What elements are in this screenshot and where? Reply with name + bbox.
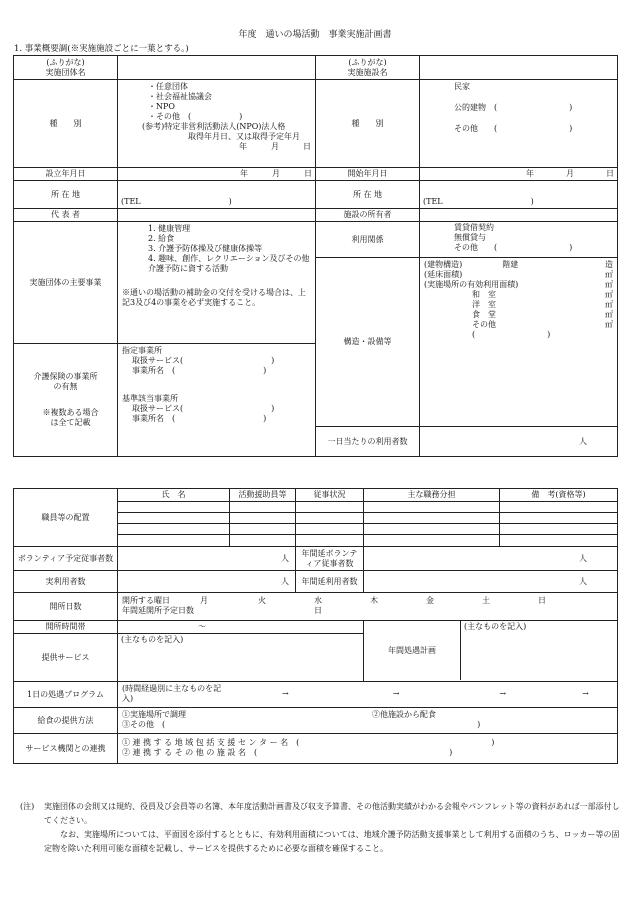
link-item-1[interactable]: ① 連 携 す る 地 域 包 括 支 援 セ ン タ ー 名 ( ) xyxy=(122,738,495,747)
designated-service[interactable]: 取扱サービス( ) xyxy=(132,356,275,365)
facility-type-option[interactable]: 民家 xyxy=(454,82,470,91)
use-option[interactable]: その他 ( ) xyxy=(454,243,573,252)
weekday-wed[interactable]: 水 xyxy=(314,596,322,605)
annual-days-row: 年間延開所予定日数 日 xyxy=(122,606,322,615)
annual-plan-label: 年間処遇計画 xyxy=(364,621,461,680)
care-insurance-field[interactable] xyxy=(118,344,316,457)
annual-users-label: 年間延利用者数 xyxy=(296,571,364,593)
org-type-option[interactable]: ・社会福祉協議会 xyxy=(148,92,212,101)
org-name-field[interactable] xyxy=(118,56,316,80)
link-field[interactable] xyxy=(118,734,618,764)
open-days-label: 開所日数 xyxy=(14,593,118,621)
main-business-item: 3. 介護予防体操及び健康体操等 xyxy=(148,244,263,253)
program-field[interactable] xyxy=(118,682,618,708)
facility-address-field[interactable] xyxy=(420,181,618,209)
main-business-label: 実施団体の主要事業 xyxy=(14,222,118,344)
link-item-2[interactable]: ② 連 携 す る そ の 他 の 施 設 名 ( ) xyxy=(122,748,453,757)
annual-volunteer-field[interactable]: 人 xyxy=(364,547,618,571)
staff-header-note: 備 考(資格等) xyxy=(500,489,618,502)
open-days-field[interactable] xyxy=(118,593,618,621)
room-row: 洋 室 ㎡ xyxy=(472,300,613,309)
org-type-option[interactable]: ・その他 ( ) xyxy=(148,112,243,121)
room-other-paren: ( ) xyxy=(472,330,551,339)
standard-office: 基準該当事業所 xyxy=(122,394,178,403)
annual-plan-field[interactable] xyxy=(364,621,618,682)
staff-header-name: 氏 名 xyxy=(118,489,230,502)
main-business-item: 1. 健康管理 xyxy=(148,224,191,233)
use-option[interactable]: 無償貸与 xyxy=(454,233,486,242)
weekday-tue[interactable]: 火 xyxy=(258,596,266,605)
volunteer-label: ボランティア予定従事者数 xyxy=(14,547,118,571)
weekday-thu[interactable]: 木 xyxy=(370,596,378,605)
use-relation-label: 利用関係 xyxy=(316,222,420,258)
link-label: サービス機関との連携 xyxy=(14,734,118,764)
floor-area-row: (延床面積) ㎡ xyxy=(424,270,613,279)
annual-plan-note: (主なものを記入) xyxy=(464,622,527,631)
org-type-option[interactable]: ・任意団体 xyxy=(148,82,188,91)
org-name-label: (ふりがな) 実施団体名 xyxy=(14,56,118,80)
org-tel: (TEL ) xyxy=(121,197,232,206)
facility-type-option[interactable]: その他 ( ) xyxy=(454,124,573,133)
note-text-1: 実施団体の会則又は規約、役員及び会員等の名簿、本年度活動計画書及び収支予算書、その他活動実績がわかる会報やパンフレット等の資料があれば一部添付してください。 xyxy=(44,802,620,825)
meal-option-1[interactable]: ①実施場所で調理 xyxy=(122,710,186,719)
room-row: 和 室 ㎡ xyxy=(472,290,613,299)
program-arrow: → xyxy=(499,689,507,698)
main-business-item: 2. 給食 xyxy=(148,234,175,243)
main-business-field[interactable] xyxy=(118,222,316,344)
staff-header-role: 活動援助員等 xyxy=(230,489,296,502)
representative-field[interactable] xyxy=(118,209,316,222)
facility-tel: (TEL ) xyxy=(423,197,534,206)
room-row: その他 ㎡ xyxy=(472,320,613,329)
overview-table xyxy=(13,55,618,457)
section-heading: 1. 事業概要調(※実施施設ごとに一葉とする。) xyxy=(14,44,189,54)
annual-users-field[interactable]: 人 xyxy=(364,571,618,593)
representative-label: 代 表 者 xyxy=(14,209,118,222)
established-label: 設立年月日 xyxy=(14,168,118,181)
staff-header-duty: 主な職務分担 xyxy=(364,489,500,502)
org-type-field[interactable] xyxy=(118,80,316,168)
room-row: 食 堂 ㎡ xyxy=(472,310,613,319)
use-relation-field[interactable] xyxy=(420,222,618,258)
designated-office: 指定事業所 xyxy=(122,346,162,355)
daily-users-label: 一日当たりの利用者数 xyxy=(316,427,420,457)
open-hours-field[interactable]: 〜 xyxy=(118,621,364,634)
use-option[interactable]: 賃貸借契約 xyxy=(454,223,494,232)
services-label: 提供サービス xyxy=(14,634,118,682)
owner-label: 施設の所有者 xyxy=(316,209,420,222)
structure-row: (建物構造) 階建 造 xyxy=(424,260,613,269)
program-label: 1日の処遇プログラム xyxy=(14,682,118,708)
main-business-item: 4. 趣味、創作、レクリエーション及びその他介護予防に資する活動 xyxy=(148,254,310,273)
program-note: (時間経過別に主なものを記入) xyxy=(122,684,222,703)
facility-name-field[interactable] xyxy=(420,56,618,80)
npo-date-note: 取得年月日、又は取得予定年月 xyxy=(188,132,300,141)
note-mark: (注) xyxy=(20,802,35,811)
main-business-note: ※通いの場活動の補助金の交付を受ける場合は、上記3及び4の事業を必ず実施すること。 xyxy=(122,288,306,307)
meal-label: 給食の提供方法 xyxy=(14,708,118,734)
weekday-mon[interactable]: 月 xyxy=(200,596,208,605)
org-type-label: 種 別 xyxy=(14,80,118,168)
weekday-row: 開所する曜日 月 火 水 木 金 土 日 xyxy=(122,596,546,605)
program-arrow: → xyxy=(282,689,289,698)
page-title: 年度 通いの場活動 事業実施計画書 xyxy=(238,30,392,40)
start-date-field[interactable]: 年 月 日 xyxy=(420,168,618,181)
org-address-field[interactable] xyxy=(118,181,316,209)
facility-address-label: 所 在 地 xyxy=(316,181,420,209)
structure-field[interactable] xyxy=(420,258,618,427)
users-label: 実利用者数 xyxy=(14,571,118,593)
staff-label: 職員等の配置 xyxy=(14,489,118,547)
npo-date-field[interactable]: 年 月 日 xyxy=(239,142,311,151)
facility-type-field[interactable] xyxy=(420,80,618,168)
weekday-sun[interactable]: 日 xyxy=(538,596,546,605)
org-address-label: 所 在 地 xyxy=(14,181,118,209)
volunteer-field[interactable]: 人 xyxy=(118,547,296,571)
owner-field[interactable] xyxy=(420,209,618,222)
program-arrow: → xyxy=(392,689,400,698)
structure-label: 構造・設備等 xyxy=(316,258,420,427)
note-text-2: なお、実施場所については、平面図を添付するとともに、有効利用面積については、地域介護予防活動支援事業として利用する面積のうち、ロッカー等の固定物を除いた利用可能な面積を記載し、サービスを提供するために必要な面積を確保すること。 xyxy=(44,830,620,853)
details-table xyxy=(13,488,618,764)
start-date-label: 開始年月日 xyxy=(316,168,420,181)
meal-field[interactable] xyxy=(118,708,618,734)
designated-office-name[interactable]: 事業所名 ( ) xyxy=(132,366,267,375)
staff-header-status: 従事状況 xyxy=(296,489,364,502)
users-field[interactable]: 人 xyxy=(118,571,296,593)
services-field[interactable]: (主なものを記入) xyxy=(118,634,364,682)
meal-option-2[interactable]: ②他施設から配食 xyxy=(372,710,436,719)
notes xyxy=(20,800,620,856)
org-type-option[interactable]: ・NPO xyxy=(148,102,175,111)
effective-area-row: (実施場所の有効利用面積) ㎡ xyxy=(424,280,613,289)
note-paragraph xyxy=(20,800,620,828)
facility-type-label: 種 別 xyxy=(316,80,420,168)
established-field[interactable]: 年 月 日 xyxy=(118,168,316,181)
weekday-fri[interactable]: 金 xyxy=(426,596,434,605)
facility-name-label: (ふりがな) 実施施設名 xyxy=(316,56,420,80)
open-hours-label: 開所時間帯 xyxy=(14,621,118,634)
daily-users-field[interactable]: 人 xyxy=(420,427,618,457)
annual-volunteer-label: 年間延ボランティア従事者数 xyxy=(296,547,364,571)
meal-option-3[interactable]: ③その他 ( ) xyxy=(122,720,481,729)
npo-note: (参考)特定非営利活動法人(NPO)法人格 xyxy=(142,122,286,131)
care-insurance-label: 介護保険の事業所の有無 ※複数ある場合は全て記載 xyxy=(14,344,118,457)
standard-office-name[interactable]: 事業所名 ( ) xyxy=(132,414,267,423)
standard-service[interactable]: 取扱サービス( ) xyxy=(132,404,275,413)
facility-type-option[interactable]: 公的建物 ( ) xyxy=(454,103,573,112)
program-arrow: → xyxy=(582,689,589,698)
weekday-sat[interactable]: 土 xyxy=(482,596,490,605)
